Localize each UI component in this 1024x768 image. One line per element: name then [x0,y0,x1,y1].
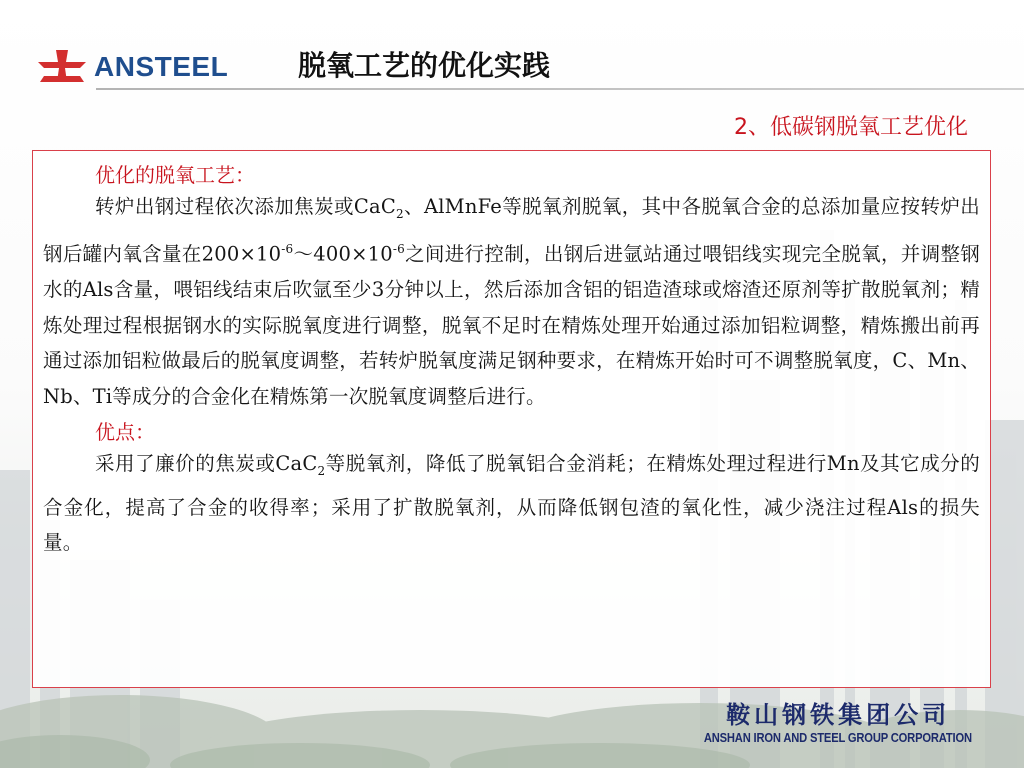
text-run: 之间进行控制，出钢后进氩站通过喂铝线实现完全脱氧，并调整钢水的Als含量，喂铝线结束后吹氩至少3分钟以上，然后添加含铝的铝造渣球或熔渣还原剂等扩散脱氧剂；精炼处理过程根据钢水的实际脱氧度进行调整，脱氧不足时在精炼处理开始通过添加铝粒调整，精炼搬出前再通过添加铝粒做最后的脱氧度调整，若转炉脱氧度满足钢种要求，在精炼开始时可不调整脱氧度，C、Mn、Nb、Ti等成分的合金化在精炼第一次脱氧度调整后进行。 [43,242,980,408]
company-brand [682,700,994,746]
ansteel-emblem-icon [36,44,88,84]
logo-text: ANSTEEL [94,51,229,82]
slide-header [0,0,1024,92]
company-name-cn: 鞍山钢铁集团公司 [726,701,951,729]
text-run: 采用了廉价的焦炭或CaC [95,452,318,476]
superscript: -6 [392,242,405,257]
text-run: 转炉出钢过程依次添加焦炭或CaC [95,195,396,218]
subscript: 2 [317,464,326,479]
header-divider [96,88,1024,90]
heading-optimized-process: 优化的脱氧工艺： [95,163,255,187]
subscript: 2 [395,206,404,221]
text-run: 等脱氧剂，降低了脱氧铝合金消耗；在精炼处理过程进行Mn及其它成分的合金化，提高了合金的收得率；采用了扩散脱氧剂，从而降低钢包渣的氧化性，减少浇注过程Als的损失量。 [43,452,980,555]
text-run: 、AlMnFe等脱氧剂脱氧，其中各脱氧合金的总添加量应按转炉出钢后罐内氧含量在200×10 [43,195,980,266]
section-subtitle: 2、低碳钢脱氧工艺优化 [734,115,968,140]
slide-title: 脱氧工艺的优化实践 [298,49,551,82]
paragraph-advantages [43,446,980,560]
content-box [32,150,991,688]
superscript: -6 [281,242,294,257]
heading-advantages: 优点： [95,420,155,445]
ansteel-logo [36,44,236,84]
company-name-en: ANSHAN IRON AND STEEL GROUP CORPORATION [704,730,973,745]
text-run: ～400×10 [293,242,393,266]
paragraph-optimized-process [43,189,980,414]
